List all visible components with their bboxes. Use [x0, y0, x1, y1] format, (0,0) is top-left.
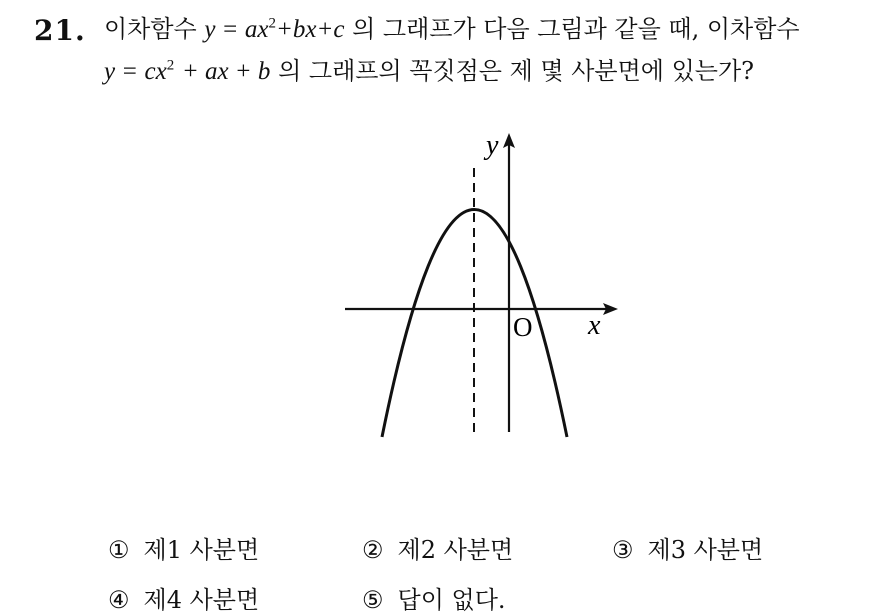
choice-5[interactable] — [362, 580, 506, 615]
choice-2[interactable] — [362, 530, 513, 565]
choice-3-text: 제3 사분면 — [647, 536, 764, 564]
choice-1-text: 제1 사분면 — [143, 536, 260, 564]
equation-lhs: y — [204, 16, 216, 43]
choice-2-text: 제2 사분면 — [397, 536, 514, 564]
question2-text-b: 의 그래프의 꼭짓점은 제 몇 사분면에 있는가? — [278, 57, 755, 85]
equation2-term-rest: + ax + b — [181, 58, 271, 85]
question-line-2 — [104, 56, 754, 87]
equation2-lhs: y — [104, 58, 116, 85]
choice-4-text: 제4 사분면 — [143, 586, 260, 614]
choice-3-mark: ③ — [612, 536, 634, 564]
choice-3[interactable] — [612, 530, 763, 565]
question-line-1 — [104, 14, 800, 45]
equation-sign: = — [223, 16, 238, 43]
choice-4-mark: ④ — [108, 586, 130, 614]
equation2-sign: = — [122, 58, 137, 85]
equation2-term-a: $cx^2$ — [144, 57, 175, 85]
equation-term-a: $ax^2$ — [244, 15, 276, 43]
choice-1-mark: ① — [108, 536, 130, 564]
choice-1[interactable] — [108, 530, 259, 565]
choice-2-mark: ② — [362, 536, 384, 564]
parabola-graph — [330, 120, 630, 445]
x-axis-label: x — [588, 310, 601, 341]
choice-5-text: 답이 없다. — [397, 586, 506, 614]
choice-4[interactable] — [108, 580, 259, 615]
equation-term-rest: +bx+c — [276, 16, 345, 43]
y-axis-label: y — [486, 130, 499, 161]
question-text-a: 이차함수 — [104, 15, 197, 43]
choice-5-mark: ⑤ — [362, 586, 384, 614]
question-text-b: 의 그래프가 다음 그림과 같을 때, 이차함수 — [352, 15, 800, 43]
question-number: 21. — [34, 14, 86, 47]
origin-label: O — [513, 312, 533, 342]
